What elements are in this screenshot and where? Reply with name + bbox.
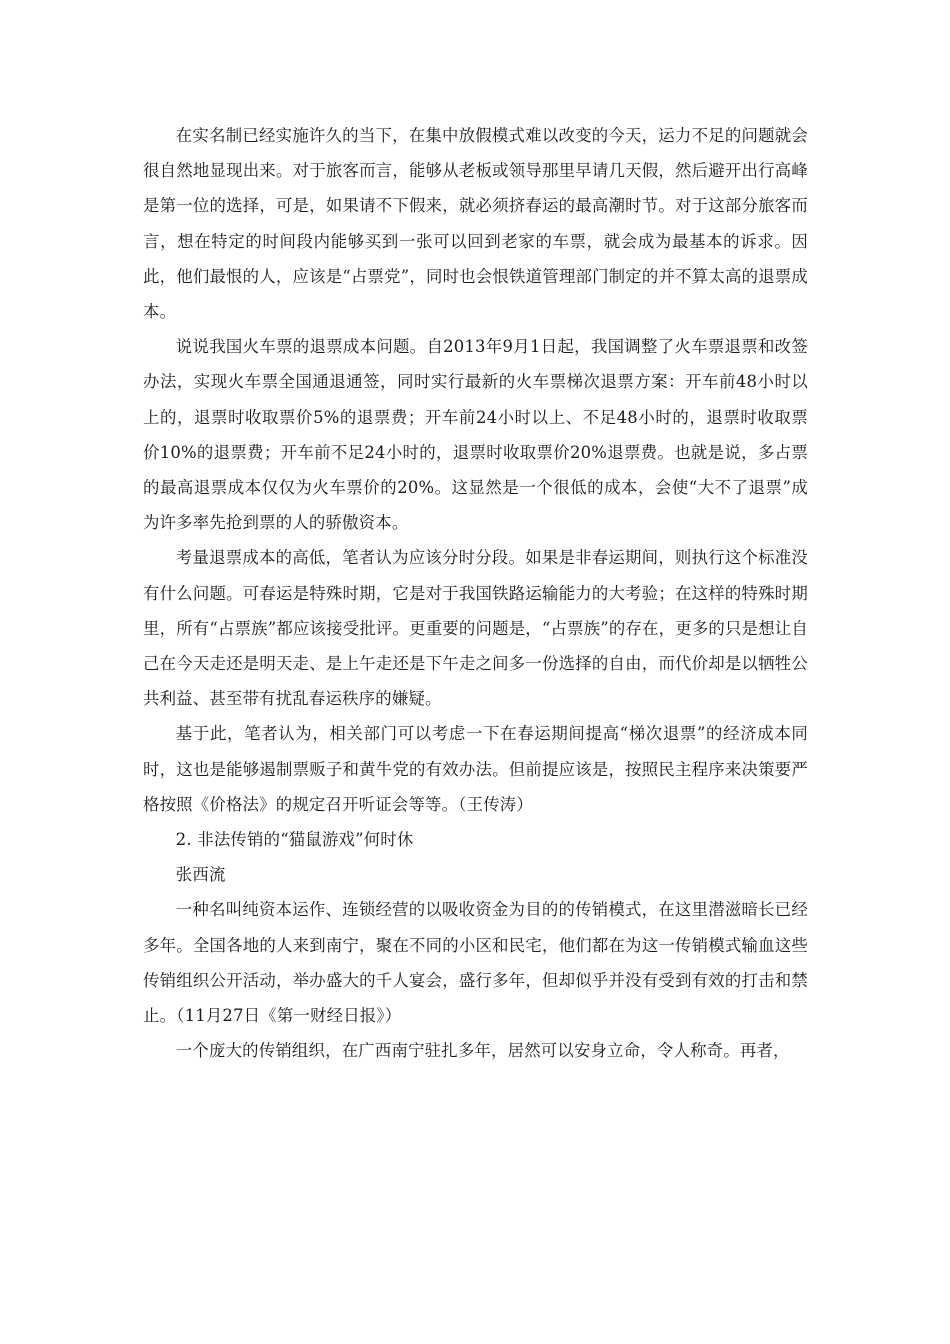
paragraph-conclusion: 基于此，笔者认为，相关部门可以考虑一下在春运期间提高“梯次退票”的经济成本同时，这也是能够遏制票贩子和黄牛党的有效办法。但前提应该是，按照民主程序来决策要严格按照《价格法》的规定召开听证会等等。（王传涛） xyxy=(143,724,808,814)
section-heading: 2. 非法传销的“猫鼠游戏”何时休 xyxy=(175,830,414,850)
paragraph-time-segments: 考量退票成本的高低，笔者认为应该分时分段。如果是非春运期间，则执行这个标准没有什么问题。可春运是特殊时期，它是对于我国铁路运输能力的大考验；在这样的特殊时期里，所有“占票族”都应该接受批评。更重要的问题是，“占票族”的存在，更多的只是想让自己在今天走还是明天走、是上午走还是下午走之间多一份选择的自由，而代价却是以牺牲公共利益、甚至带有扰乱春运秩序的嫌疑。 xyxy=(143,548,808,709)
paragraph-refund-cost: 说说我国火车票的退票成本问题。自2013年9月1日起，我国调整了火车票退票和改签办法，实现火车票全国通退通签，同时实行最新的火车票梯次退票方案：开车前48小时以上的，退票时收取票价5%的退票费；开车前24小时以上、不足48小时的，退票时收取票价10%的退票费；开车前不足24小时的，退票时收取票价20%退票费。也就是说，多占票的最高退票成本仅仅为火车票价的20%。这显然是一个很低的成本，会使“大不了退票”成为许多率先抢到票的人的骄傲资本。 xyxy=(143,337,808,533)
paragraph-real-name-system: 在实名制已经实施许久的当下，在集中放假模式难以改变的今天，运力不足的问题就会很自然地显现出来。对于旅客而言，能够从老板或领导那里早请几天假，然后避开出行高峰是第一位的选择，可是，如果请不下假来，就必须挤春运的最高潮时节。对于这部分旅客而言，想在特定的时间段内能够买到一张可以回到老家的车票，就会成为最基本的诉求。因此，他们最恨的人，应该是“占票党”，同时也会恨铁道管理部门制定的并不算太高的退票成本。 xyxy=(143,126,808,322)
paragraph-organization: 一个庞大的传销组织，在广西南宁驻扎多年，居然可以安身立命，令人称奇。再者， xyxy=(175,1041,790,1061)
article-body xyxy=(143,118,808,1068)
author-name: 张西流 xyxy=(175,865,226,885)
paragraph-pyramid-scheme: 一种名叫纯资本运作、连锁经营的以吸收资金为目的的传销模式，在这里潜滋暗长已经多年。全国各地的人来到南宁，聚在不同的小区和民宅，他们都在为这一传销模式输血这些传销组织公开活动，举办盛大的千人宴会，盛行多年，但却似乎并没有受到有效的打击和禁止。（11月27日《第一财经日报》） xyxy=(143,900,808,1026)
